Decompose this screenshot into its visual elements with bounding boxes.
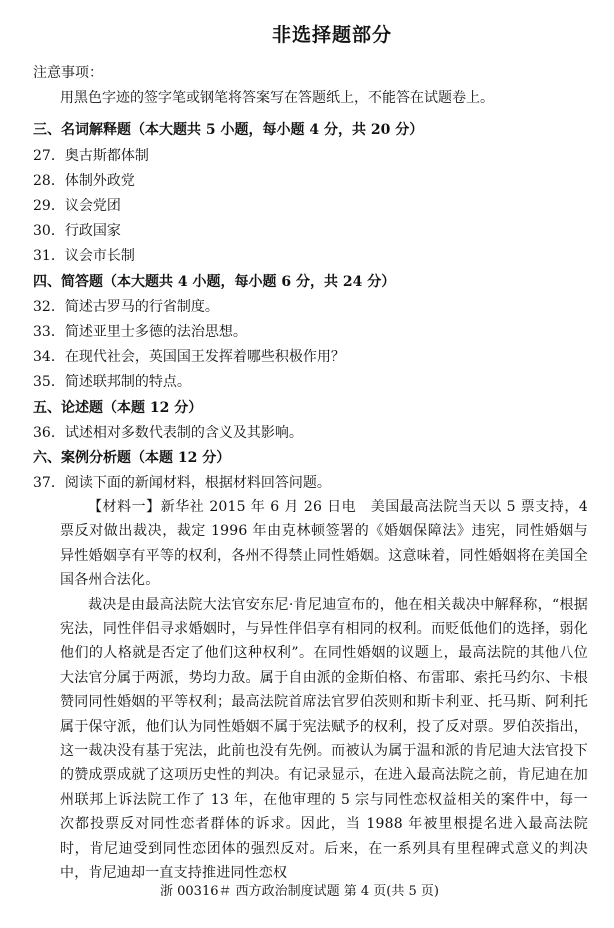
question-item: 32．简述古罗马的行省制度。 [33, 299, 219, 315]
question-item: 31．议会市长制 [33, 248, 135, 264]
notice-heading: 注意事项： [33, 65, 103, 81]
question-item: 37．阅读下面的新闻材料，根据材料回答问题。 [33, 475, 331, 491]
question-item: 34．在现代社会，英国国王发挥着哪些积极作用？ [33, 349, 345, 365]
section-heading-case: 六、案例分析题（本题 12 分） [33, 450, 231, 466]
material-paragraph: 【材料一】新华社 2015 年 6 月 26 日电 美国最高法院当天以 5 票支持，4 票反对做出裁决，裁定 1996 年由克林顿签署的《婚姻保障法》违宪，同性婚姻与异性婚姻享有平等的权利，各州不得禁止同性婚姻。这意味着，同性婚姻将在美国全国各州合法化。 [60, 499, 588, 589]
notice-text: 用黑色字迹的签字笔或钢笔将答案写在答题纸上，不能答在试题卷上。 [60, 90, 494, 106]
material-paragraph: 裁决是由最高法院大法官安东尼·肯尼迪宣布的，他在相关裁决中解释称，“根据宪法，同性伴侣寻求婚姻时，与异性伴侣享有相同的权利。而贬低他们的选择，弱化他们的人格就是否定了他们这种权利”。在同性婚姻的议题上，最高法院的其他八位大法官分属于两派，势均力敌。属于自由派的金斯伯格、布雷耶、索托马约尔、卡根赞同同性婚姻的平等权利；最高法院首席法官罗伯茨则和斯卡利亚、托马斯、阿利托属于保守派，他们认为同性婚姻不属于宪法赋予的权利，投了反对票。罗伯茨指出，这一裁决没有基于宪法，此前也没有先例。而被认为属于温和派的肯尼迪大法官投下的赞成票成就了这项历史性的判决。有记录显示，在进入最高法院之前，肯尼迪在加州联邦上诉法院工作了 13 年，在他审理的 5 宗与同性恋权益相关的案件中，每一次都投票反对同性恋者群体的诉求。因此，当 1988 年被里根提名进入最高法院时，肯尼迪受到同性恋团体的强烈反对。后来，在一系列具有里程碑式意义的判决中，肯尼迪却一直支持推进同性恋权 [60, 596, 588, 882]
question-item: 33．简述亚里士多德的法治思想。 [33, 324, 247, 340]
section-heading-terms: 三、名词解释题（本大题共 5 小题，每小题 4 分，共 20 分） [33, 122, 424, 138]
question-item: 29．议会党团 [33, 198, 121, 214]
question-item: 35．简述联邦制的特点。 [33, 374, 191, 390]
case-material [60, 495, 588, 886]
question-item: 30．行政国家 [33, 223, 121, 239]
page-footer: 浙 00316＃ 西方政治制度试题 第 4 页(共 5 页) [160, 884, 439, 899]
question-item: 36．试述相对多数代表制的含义及其影响。 [33, 425, 303, 441]
section-heading-essay: 五、论述题（本题 12 分） [33, 400, 203, 416]
question-item: 27．奥古斯都体制 [33, 148, 149, 164]
page-title: 非选择题部分 [272, 24, 393, 46]
section-heading-short-answer: 四、简答题（本大题共 4 小题，每小题 6 分，共 24 分） [33, 274, 396, 290]
question-item: 28．体制外政党 [33, 173, 135, 189]
